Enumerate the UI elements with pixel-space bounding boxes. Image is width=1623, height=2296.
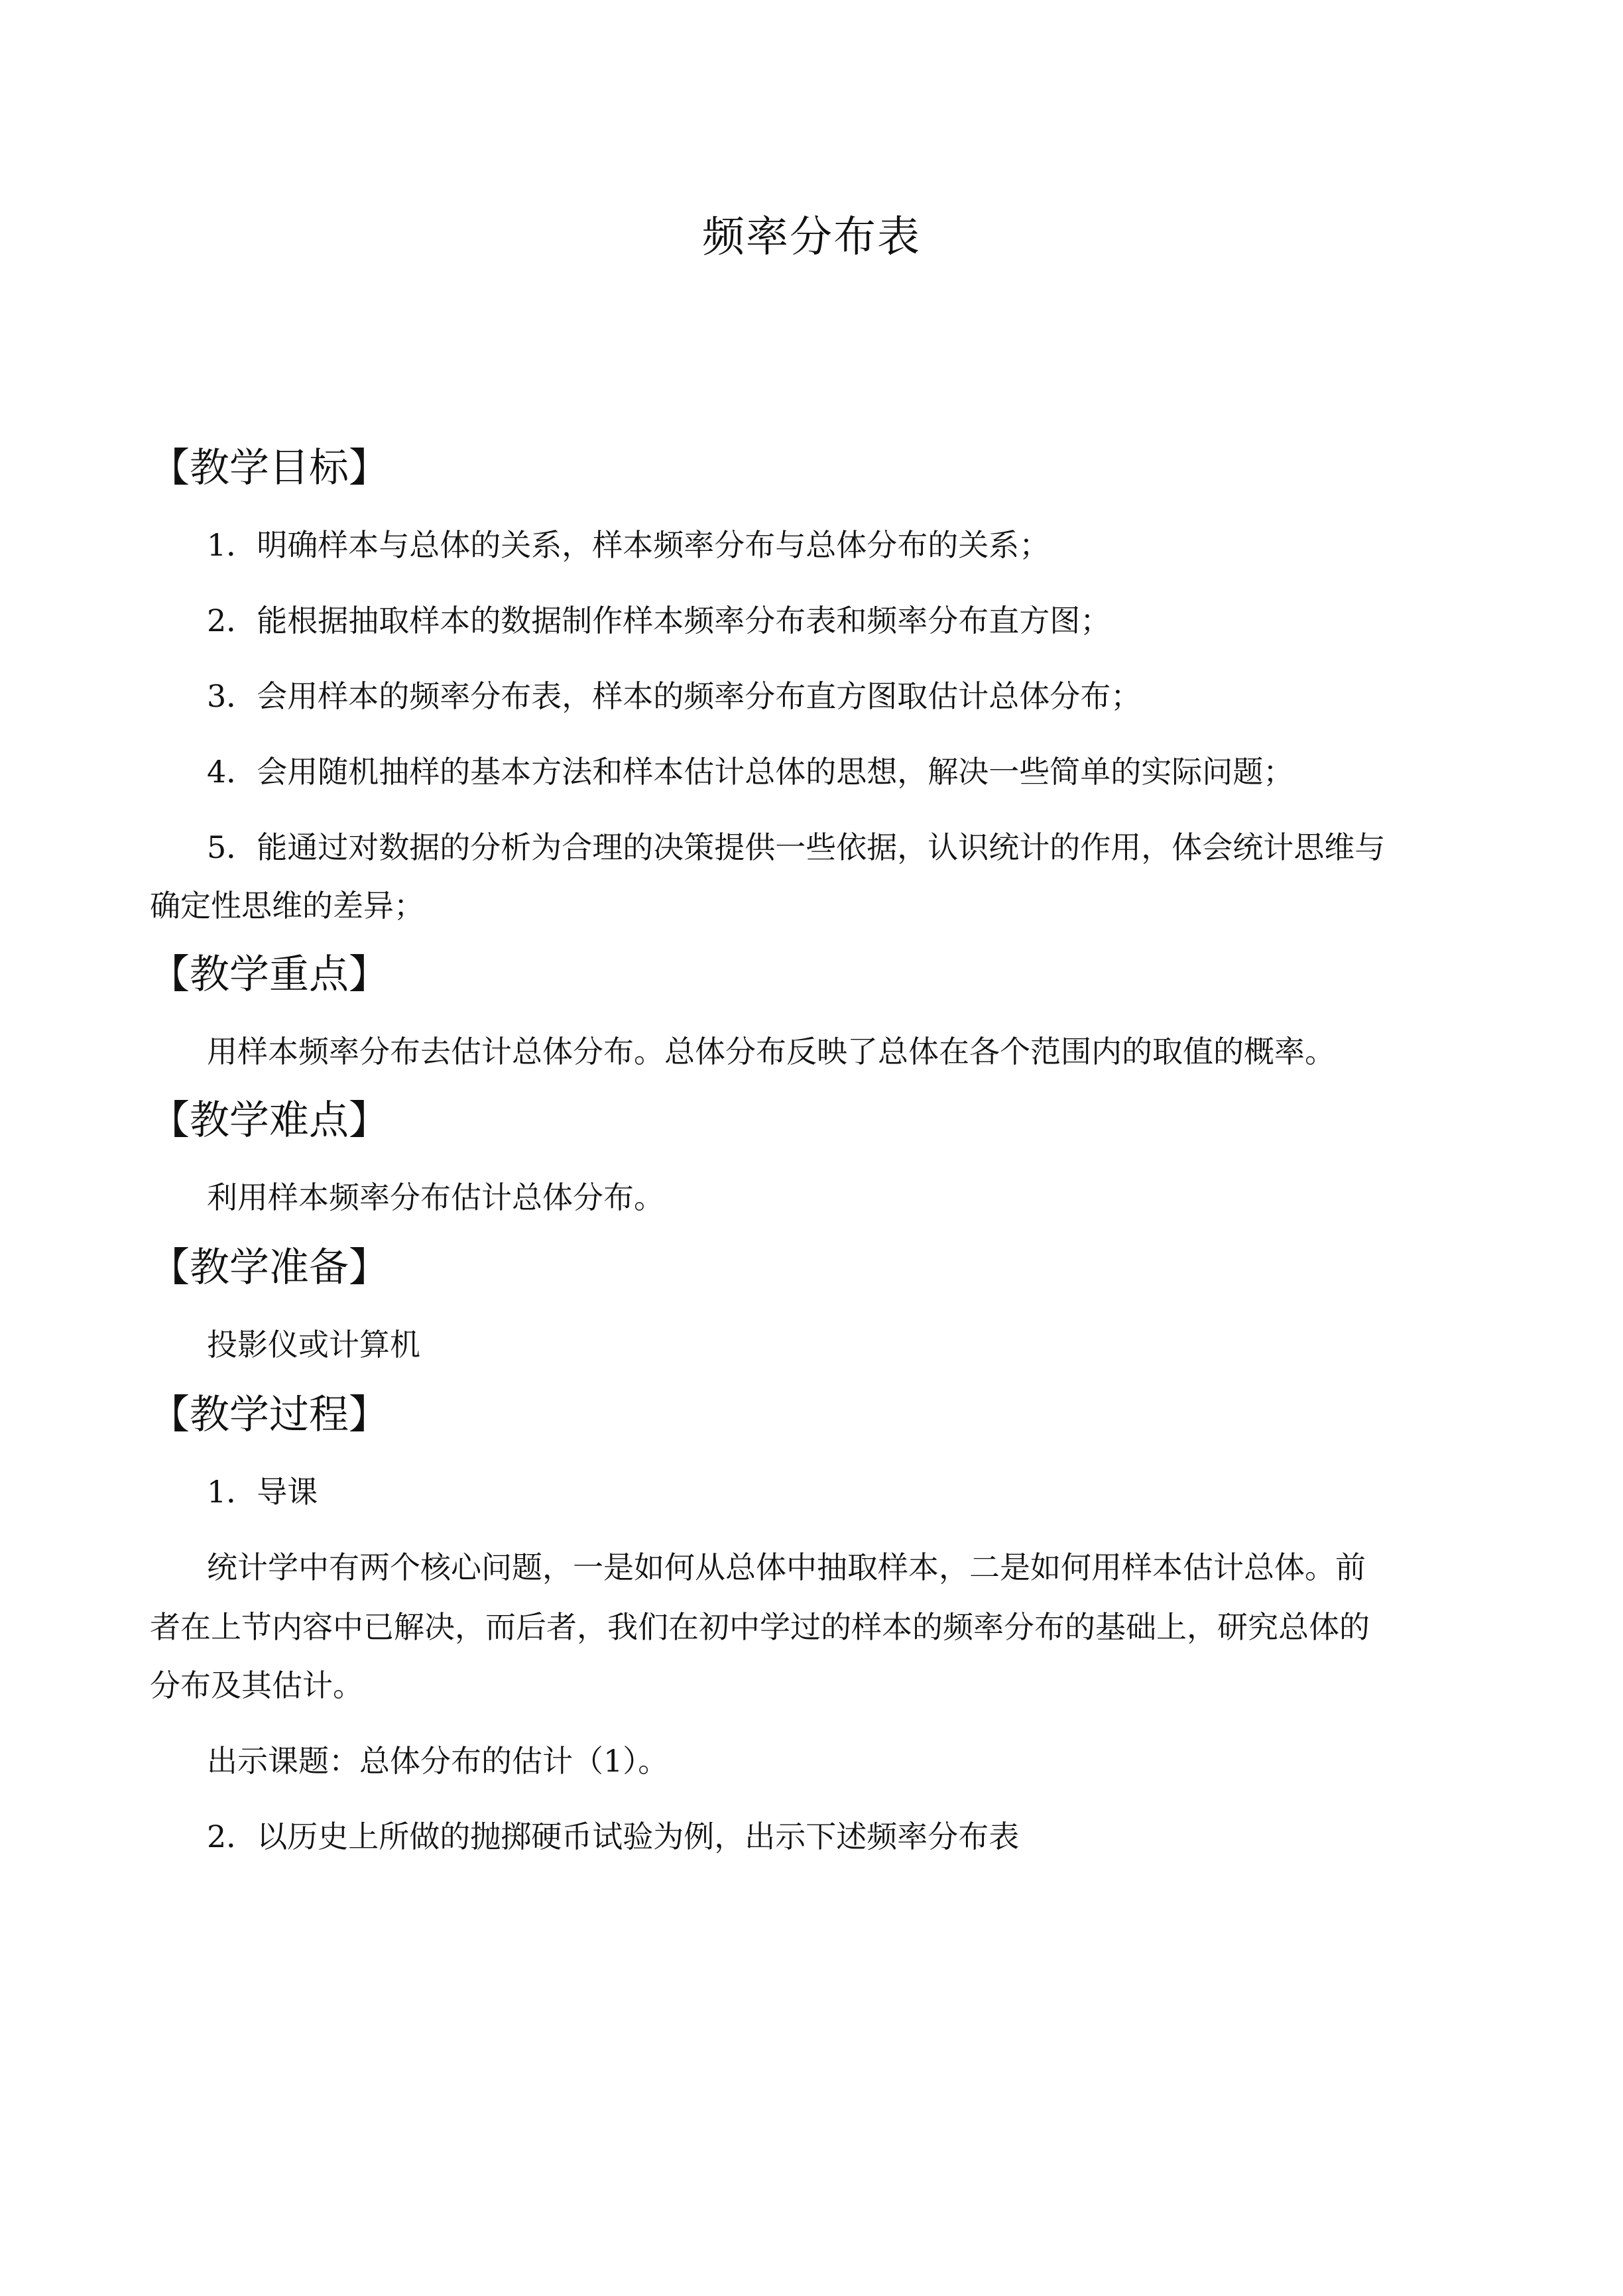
process-step-1-label: 1．导课 — [207, 1474, 318, 1510]
section-heading-difficulties: 【教学难点】 — [150, 1097, 389, 1144]
preparation-text: 投影仪或计算机 — [207, 1327, 420, 1362]
objective-item-2: 2．能根据抽取样本的数据制作样本频率分布表和频率分布直方图； — [207, 603, 1111, 638]
document-title: 频率分布表 — [702, 213, 921, 262]
objective-item-3: 3．会用样本的频率分布表，样本的频率分布直方图取估计总体分布； — [207, 678, 1142, 714]
section-heading-objectives: 【教学目标】 — [150, 445, 389, 491]
objective-item-4: 4．会用随机抽样的基本方法和样本估计总体的思想，解决一些简单的实际问题； — [207, 754, 1294, 790]
objective-item-5-line-2: 确定性思维的差异； — [150, 888, 424, 924]
process-intro-line-2: 者在上节内容中已解决，而后者，我们在初中学过的样本的频率分布的基础上，研究总体的 — [150, 1609, 1370, 1645]
section-heading-key-points: 【教学重点】 — [150, 951, 389, 998]
section-heading-process: 【教学过程】 — [150, 1392, 389, 1438]
process-step-2: 2．以历史上所做的抛掷硬币试验为例，出示下述频率分布表 — [207, 1819, 1020, 1854]
difficulties-text: 利用样本频率分布估计总体分布。 — [207, 1179, 664, 1215]
section-heading-preparation: 【教学准备】 — [150, 1244, 389, 1291]
objective-item-5-line-1: 5．能通过对数据的分析为合理的决策提供一些依据，认识统计的作用，体会统计思维与 — [207, 829, 1386, 865]
key-points-text: 用样本频率分布去估计总体分布。总体分布反映了总体在各个范围内的取值的概率。 — [207, 1034, 1335, 1069]
process-topic: 出示课题：总体分布的估计（1）。 — [207, 1743, 669, 1779]
process-intro-line-3: 分布及其估计。 — [150, 1667, 363, 1703]
objective-item-1: 1．明确样本与总体的关系，样本频率分布与总体分布的关系； — [207, 527, 1050, 563]
process-intro-line-1: 统计学中有两个核心问题，一是如何从总体中抽取样本，二是如何用样本估计总体。前 — [207, 1549, 1366, 1585]
